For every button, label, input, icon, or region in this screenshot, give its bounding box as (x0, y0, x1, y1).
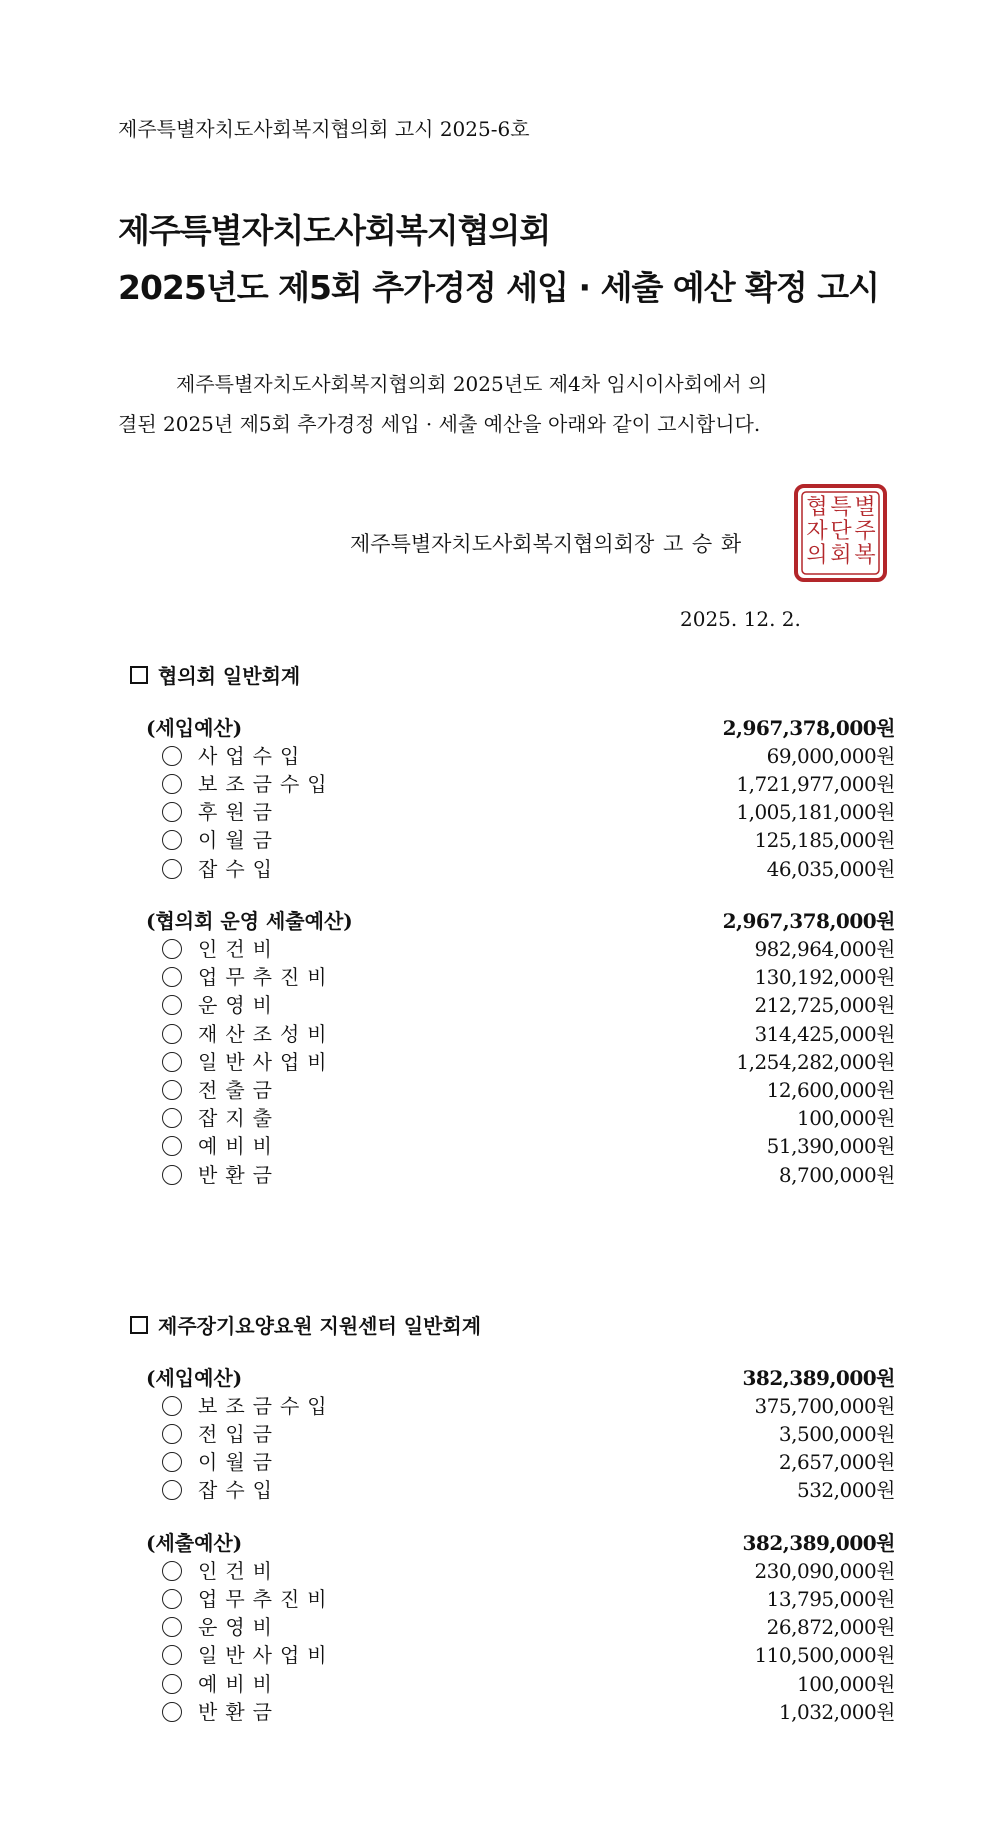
line-item-label: 보조금수입 (198, 771, 335, 796)
group-label: (세출예산) (146, 1530, 243, 1555)
line-item-amount: 125,185,000원 (754, 828, 895, 853)
circle-bullet-icon (162, 1080, 182, 1100)
checkbox-square-icon (130, 1316, 148, 1334)
budget-line-item (140, 1668, 895, 1696)
budget-line-item (140, 962, 895, 990)
line-item-label: 잡지출 (198, 1106, 280, 1131)
budget-line-item (140, 1103, 895, 1131)
line-item-amount: 1,032,000원 (778, 1699, 895, 1724)
seal-glyph: 복 (854, 543, 876, 568)
line-item-label: 업무추진비 (198, 965, 335, 990)
group-label: (협의회 운영 세출예산) (146, 908, 353, 933)
line-item-amount: 375,700,000원 (754, 1393, 895, 1418)
line-item-amount: 8,700,000원 (778, 1162, 895, 1187)
budget-line-item (140, 1159, 895, 1187)
line-item-label: 재산조성비 (198, 1021, 335, 1046)
line-item-label: 이월금 (198, 1450, 280, 1475)
line-item-label: 보조금수입 (198, 1393, 335, 1418)
budget-group-header (146, 712, 895, 740)
budget-line-item (140, 1418, 895, 1446)
line-item-label: 일반사업비 (198, 1643, 335, 1668)
budget-line-item (140, 1074, 895, 1102)
budget-line-item (140, 768, 895, 796)
line-item-amount: 1,005,181,000원 (736, 800, 895, 825)
intro-line-2: 결된 2025년 제5회 추가경정 세입 · 세출 예산을 아래와 같이 고시합니다. (118, 412, 761, 436)
circle-bullet-icon (162, 859, 182, 879)
budget-line-item (140, 1131, 895, 1159)
circle-bullet-icon (162, 1617, 182, 1637)
circle-bullet-icon (162, 1645, 182, 1665)
budget-line-item (140, 1447, 895, 1475)
line-item-amount: 12,600,000원 (766, 1077, 895, 1102)
seal-glyph: 주 (854, 519, 876, 544)
line-item-label: 운영비 (198, 1615, 280, 1640)
budget-line-item (140, 1475, 895, 1503)
circle-bullet-icon (162, 1589, 182, 1609)
section-heading (130, 1310, 481, 1339)
signatory: 제주특별자치도사회복지협의회장 고 승 화 (350, 532, 742, 556)
circle-bullet-icon (162, 1424, 182, 1444)
budget-group-header (146, 1362, 895, 1390)
budget-line-item (140, 1696, 895, 1724)
line-item-label: 예비비 (198, 1134, 280, 1159)
line-item-label: 반환금 (198, 1699, 280, 1724)
budget-line-item (140, 853, 895, 881)
notice-date: 2025. 12. 2. (680, 607, 801, 631)
circle-bullet-icon (162, 967, 182, 987)
line-item-amount: 26,872,000원 (766, 1615, 895, 1640)
budget-line-item (140, 933, 895, 961)
line-item-amount: 3,500,000원 (778, 1421, 895, 1446)
group-total: 2,967,378,000원 (722, 908, 895, 933)
group-total: 382,389,000원 (742, 1530, 895, 1555)
budget-line-item (140, 1555, 895, 1583)
line-item-label: 반환금 (198, 1162, 280, 1187)
line-item-label: 잡수입 (198, 1478, 280, 1503)
line-item-amount: 110,500,000원 (754, 1643, 895, 1668)
line-item-label: 일반사업비 (198, 1049, 335, 1074)
line-item-label: 전입금 (198, 1421, 280, 1446)
line-item-amount: 130,192,000원 (754, 965, 895, 990)
circle-bullet-icon (162, 746, 182, 766)
circle-bullet-icon (162, 774, 182, 794)
circle-bullet-icon (162, 939, 182, 959)
title-line-1: 제주특별자치도사회복지협의회 (118, 211, 551, 250)
circle-bullet-icon (162, 995, 182, 1015)
seal-glyph: 자 (806, 519, 828, 544)
seal-glyph: 협 (806, 495, 828, 520)
circle-bullet-icon (162, 1136, 182, 1156)
notice-number: 제주특별자치도사회복지협의회 고시 2025-6호 (118, 117, 530, 141)
line-item-label: 업무추진비 (198, 1586, 335, 1611)
title-line-2: 2025년도 제5회 추가경정 세입 · 세출 예산 확정 고시 (118, 268, 880, 307)
circle-bullet-icon (162, 1561, 182, 1581)
line-item-amount: 1,721,977,000원 (736, 771, 895, 796)
line-item-amount: 69,000,000원 (766, 743, 895, 768)
budget-line-item (140, 797, 895, 825)
line-item-label: 잡수입 (198, 856, 280, 881)
circle-bullet-icon (162, 830, 182, 850)
budget-line-item (140, 1612, 895, 1640)
line-item-label: 사업수입 (198, 743, 308, 768)
line-item-label: 이월금 (198, 828, 280, 853)
budget-line-item (140, 1640, 895, 1668)
checkbox-square-icon (130, 666, 148, 684)
official-seal-icon (793, 483, 888, 583)
line-item-amount: 13,795,000원 (766, 1586, 895, 1611)
budget-line-item (140, 1018, 895, 1046)
section-heading-label: 협의회 일반회계 (158, 664, 301, 688)
line-item-amount: 100,000원 (796, 1106, 895, 1131)
line-item-amount: 2,657,000원 (778, 1450, 895, 1475)
line-item-label: 운영비 (198, 993, 280, 1018)
line-item-label: 예비비 (198, 1671, 280, 1696)
seal-glyph: 별 (854, 495, 876, 520)
line-item-amount: 982,964,000원 (754, 936, 895, 961)
circle-bullet-icon (162, 1480, 182, 1500)
intro-line-1: 제주특별자치도사회복지협의회 2025년도 제4차 임시이사회에서 의 (176, 372, 768, 396)
circle-bullet-icon (162, 1024, 182, 1044)
circle-bullet-icon (162, 1702, 182, 1722)
line-item-amount: 46,035,000원 (766, 856, 895, 881)
line-item-amount: 51,390,000원 (766, 1134, 895, 1159)
section-heading-label: 제주장기요양요원 지원센터 일반회계 (158, 1314, 482, 1338)
line-item-label: 후원금 (198, 800, 280, 825)
seal-glyph: 의 (806, 543, 828, 568)
circle-bullet-icon (162, 1396, 182, 1416)
budget-line-item (140, 740, 895, 768)
circle-bullet-icon (162, 1052, 182, 1072)
budget-line-item (140, 1046, 895, 1074)
line-item-label: 인건비 (198, 1558, 280, 1583)
seal-glyph: 특 (830, 495, 852, 520)
section-heading (130, 660, 300, 689)
budget-line-item (140, 1390, 895, 1418)
budget-group-header (146, 1527, 895, 1555)
circle-bullet-icon (162, 1108, 182, 1128)
group-label: (세입예산) (146, 1365, 243, 1390)
line-item-amount: 314,425,000원 (754, 1021, 895, 1046)
line-item-amount: 532,000원 (796, 1478, 895, 1503)
seal-glyph: 회 (830, 543, 852, 568)
line-item-label: 전출금 (198, 1077, 280, 1102)
circle-bullet-icon (162, 1165, 182, 1185)
seal-glyph: 단 (830, 519, 852, 544)
line-item-amount: 230,090,000원 (754, 1558, 895, 1583)
budget-group-header (146, 905, 895, 933)
line-item-amount: 100,000원 (796, 1671, 895, 1696)
circle-bullet-icon (162, 1452, 182, 1472)
circle-bullet-icon (162, 802, 182, 822)
group-label: (세입예산) (146, 715, 243, 740)
budget-line-item (140, 1583, 895, 1611)
line-item-amount: 1,254,282,000원 (736, 1049, 895, 1074)
line-item-label: 인건비 (198, 936, 280, 961)
line-item-amount: 212,725,000원 (754, 993, 895, 1018)
budget-line-item (140, 990, 895, 1018)
group-total: 382,389,000원 (742, 1365, 895, 1390)
group-total: 2,967,378,000원 (722, 715, 895, 740)
circle-bullet-icon (162, 1674, 182, 1694)
budget-line-item (140, 825, 895, 853)
